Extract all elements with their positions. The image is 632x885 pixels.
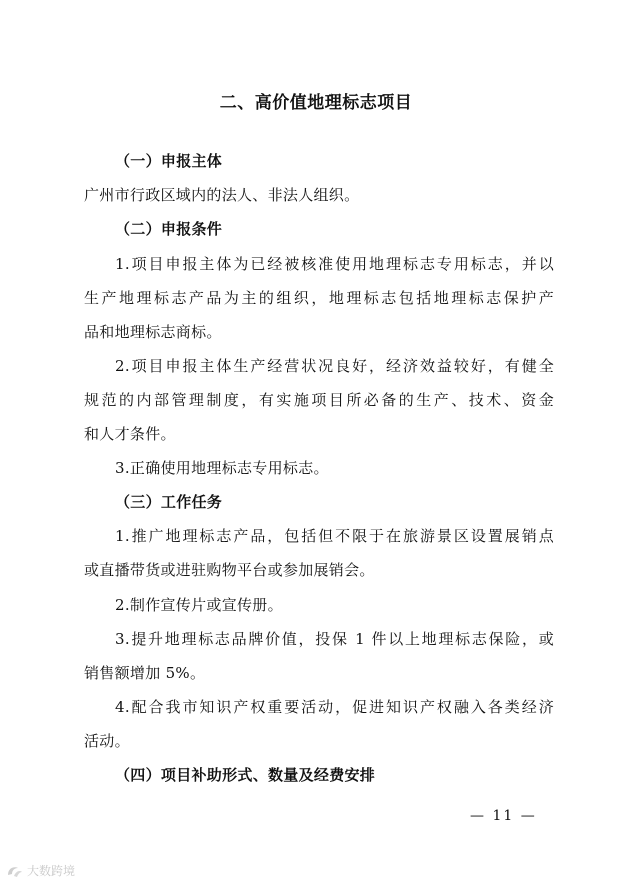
paragraph-line: 广州市行政区域内的法人、非法人组织。 (84, 186, 360, 204)
paragraph-line: 或直播带货或进驻购物平台或参加展销会。 (84, 561, 375, 579)
paragraph-line: 2.项目申报主体生产经营状况良好，经济效益较好，有健全 (115, 357, 554, 375)
page-title: 二、高价值地理标志项目 (219, 93, 413, 113)
paragraph-line: 3.正确使用地理标志专用标志。 (115, 459, 329, 477)
paragraph-line: 和人才条件。 (84, 425, 176, 443)
watermark (6, 862, 75, 879)
paragraph-line: 品和地理标志商标。 (84, 323, 222, 341)
paragraph-line: 4.配合我市知识产权重要活动，促进知识产权融入各类经济 (115, 698, 554, 716)
paragraph-line: 规范的内部管理制度，有实施项目所必备的生产、技术、资金 (84, 391, 554, 409)
paragraph-line: 1.推广地理标志产品，包括但不限于在旅游景区设置展销点 (115, 527, 554, 545)
section-heading-2: （二）申报条件 (115, 220, 223, 238)
paragraph-line: 2.制作宣传片或宣传册。 (115, 596, 283, 614)
section-heading-1: （一）申报主体 (115, 152, 223, 170)
paragraph-line: 销售额增加 5%。 (84, 664, 206, 682)
paragraph-line: 生产地理标志产品为主的组织，地理标志包括地理标志保护产 (84, 289, 554, 307)
section-heading-3: （三）工作任务 (115, 493, 223, 511)
paragraph-line: 3.提升地理标志品牌价值，投保 1 件以上地理标志保险，或 (115, 630, 554, 648)
paragraph-line: 活动。 (84, 732, 130, 750)
page-number: — 11 — (470, 808, 537, 824)
watermark-text: 大数跨境 (27, 864, 76, 878)
paragraph-line: 1.项目申报主体为已经被核准使用地理标志专用标志，并以 (115, 255, 554, 273)
watermark-logo-icon (6, 864, 24, 878)
section-heading-4: （四）项目补助形式、数量及经费安排 (115, 766, 376, 784)
